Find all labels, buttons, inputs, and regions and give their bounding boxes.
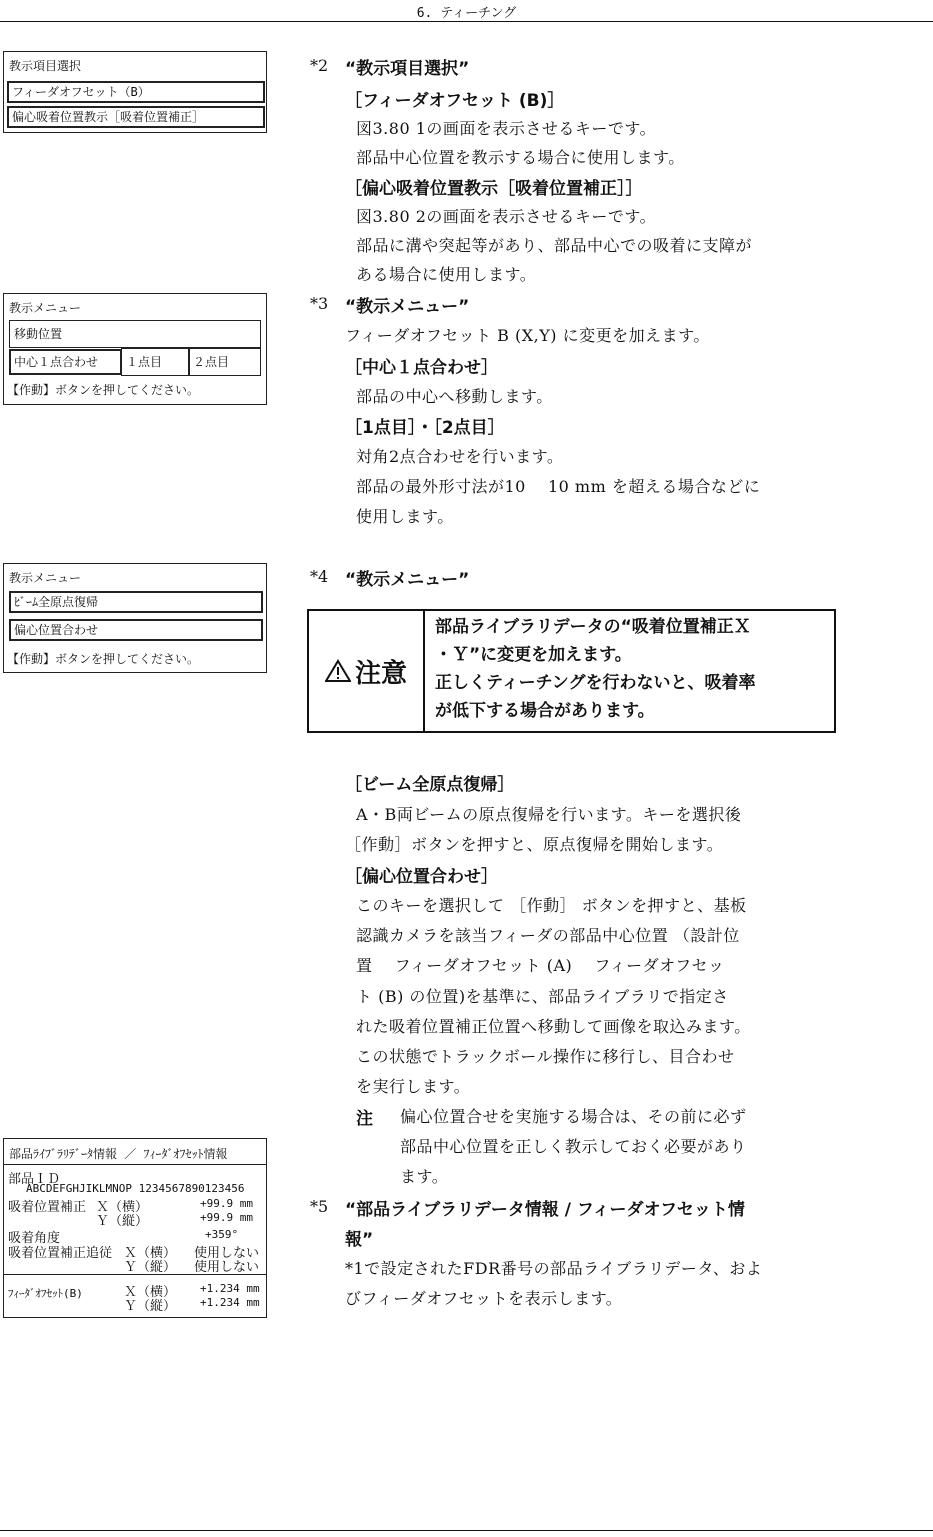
paragraph-line: 対角2点合わせを行います。 — [356, 447, 564, 466]
paragraph-line: を実行します。 — [356, 1077, 471, 1096]
beam-origin-heading: ［ビーム全原点復帰］ — [345, 775, 515, 795]
section-4-heading: “教示メニュー” — [345, 570, 470, 590]
panel-title: 教示メニュー — [9, 301, 82, 315]
caution-box — [307, 609, 836, 733]
pick-y-value: +99.9 mm — [200, 1211, 253, 1224]
offset-divider — [4, 1274, 266, 1275]
header-divider — [0, 21, 933, 22]
caution-line: 正しくティーチングを行わないと、吸着率 — [435, 673, 756, 693]
point-1-2-heading: ［1点目］・［2点目］ — [345, 418, 505, 438]
center-one-point-button[interactable]: 中心１点合わせ — [9, 349, 122, 375]
caution-text — [435, 613, 755, 725]
section-2-marker: *2 — [310, 56, 329, 75]
title-divider — [4, 1164, 266, 1165]
paragraph-line: この状態でトラックボール操作に移行し、目合わせ — [356, 1047, 735, 1066]
section-5-heading: “部品ライブラリデータ情報 / フィーダオフセット情 — [345, 1200, 745, 1220]
paragraph-line: 部品の中心へ移動します。 — [356, 387, 553, 406]
paragraph-line: *1で設定されたFDR番号の部品ライブラリデータ、およ — [345, 1259, 763, 1278]
follow-y-label: Ｙ（縦） — [124, 1260, 177, 1275]
eccentric-align-button[interactable]: 偏心位置合わせ — [9, 619, 263, 641]
paragraph-line: ［作動］ボタンを押すと、原点復帰を開始します。 — [345, 835, 724, 854]
offset-y-value: +1.234 mm — [200, 1296, 260, 1309]
eccentric-pick-heading: ［偏心吸着位置教示［吸着位置補正］］ — [345, 179, 643, 199]
section-2-heading: “教示項目選択” — [345, 59, 470, 79]
feeder-offset-b-button[interactable]: フィーダオフセット（B） — [7, 81, 265, 103]
follow-y-value: 使用しない — [194, 1260, 260, 1275]
note-label: 注 — [356, 1109, 373, 1129]
paragraph-line: ト (B) の位置)を基準に、部品ライブラリで指定さ — [356, 987, 729, 1006]
section-3-marker: *3 — [310, 294, 329, 313]
page-header-title: 6. ティーチング — [416, 6, 517, 21]
beam-all-origin-return-button[interactable]: ﾋﾞｰﾑ全原点復帰 — [9, 591, 263, 613]
note-line: ます。 — [400, 1167, 449, 1186]
panel-title: 部品ﾗｲﾌﾞﾗﾘﾃﾞｰﾀ情報 ／ ﾌｨｰﾀﾞｵﾌｾｯﾄ情報 — [9, 1147, 228, 1161]
paragraph-line: 部品中心位置を教示する場合に使用します。 — [356, 148, 685, 167]
second-point-button[interactable]: ２点目 — [188, 348, 261, 376]
panel-title: 教示項目選択 — [9, 59, 82, 73]
paragraph-line: 部品の最外形寸法が10 10 mm を超える場合などに — [356, 477, 761, 496]
pick-x-label: Ｘ（横） — [96, 1200, 149, 1215]
note-line: 部品中心位置を正しく教示しておく必要があり — [400, 1137, 747, 1156]
offset-y-label: Ｙ（縦） — [124, 1299, 177, 1314]
eccentric-pick-teach-button[interactable]: 偏心吸着位置教示［吸着位置補正］ — [7, 106, 265, 128]
pick-angle-label: 吸着角度 — [8, 1231, 61, 1246]
section-3-heading: “教示メニュー” — [345, 297, 470, 317]
feeder-offset-b-heading: ［フィーダオフセット (B)］ — [345, 91, 565, 111]
paragraph-line: びフィーダオフセットを表示します。 — [345, 1289, 623, 1308]
offset-x-label: Ｘ（横） — [124, 1285, 177, 1300]
panel-part-library-info — [3, 1138, 267, 1318]
feeder-offset-b-label: ﾌｨｰﾀﾞｵﾌｾｯﾄ(B) — [8, 1287, 83, 1300]
paragraph-line: れた吸着位置補正位置へ移動して画像を取込みます。 — [356, 1017, 751, 1036]
section-5-marker: *5 — [310, 1197, 329, 1216]
caution-line: が低下する場合があります。 — [435, 701, 655, 721]
center-one-point-heading: ［中心１点合わせ］ — [345, 358, 498, 378]
section-4-marker: *4 — [310, 567, 329, 586]
move-position-label: 移動位置 — [9, 320, 261, 348]
caution-label: 注意 — [354, 658, 407, 689]
panel-title: 教示メニュー — [9, 571, 82, 585]
paragraph-line: ある場合に使用します。 — [356, 265, 537, 284]
pick-angle-value: +359° — [205, 1228, 239, 1241]
pick-y-label: Ｙ（縦） — [96, 1214, 149, 1229]
follow-x-label: Ｘ（横） — [124, 1246, 177, 1261]
page-header — [0, 0, 933, 22]
panel-teach-menu-beam — [3, 563, 267, 673]
paragraph-line: フィーダオフセット B (X,Y) に変更を加えます。 — [345, 326, 710, 345]
part-id-value: ABCDEFGHJIKLMNOP 1234567890123456 — [26, 1182, 245, 1195]
paragraph-line: 置 フィーダオフセット (A) フィーダオフセッ — [356, 956, 725, 975]
pick-x-value: +99.9 mm — [200, 1197, 253, 1210]
first-point-button[interactable]: １点目 — [121, 348, 190, 376]
paragraph-line: 認識カメラを該当フィーダの部品中心位置 （設計位 — [356, 926, 740, 945]
offset-x-value: +1.234 mm — [200, 1282, 260, 1295]
caution-label-cell — [309, 611, 425, 731]
section-5-heading-cont: 報” — [345, 1230, 374, 1250]
caution-line: 部品ライブラリデータの“吸着位置補正Ｘ — [435, 617, 751, 637]
part-id-label: 部品ＩＤ — [8, 1172, 61, 1187]
paragraph-line: 使用します。 — [356, 507, 454, 526]
footer-divider — [0, 1530, 933, 1531]
caution-line: ・Ｙ”に変更を加えます。 — [435, 645, 632, 665]
paragraph-line: このキーを選択して ［作動］ ボタンを押すと、基板 — [356, 896, 747, 915]
eccentric-align-heading: ［偏心位置合わせ］ — [345, 867, 498, 887]
panel-instruction: 【作動】ボタンを押してください。 — [7, 652, 200, 666]
pick-follow-label: 吸着位置補正追従 — [8, 1246, 113, 1261]
panel-teach-menu-move — [3, 293, 267, 405]
paragraph-line: 図3.80 1の画面を表示させるキーです。 — [356, 119, 657, 138]
paragraph-line: 図3.80 2の画面を表示させるキーです。 — [356, 207, 657, 226]
paragraph-line: 部品に溝や突起等があり、部品中心での吸着に支障が — [356, 236, 753, 255]
panel-instruction: 【作動】ボタンを押してください。 — [7, 383, 200, 397]
warning-triangle-icon — [325, 659, 351, 683]
note-line: 偏心位置合せを実施する場合は、その前に必ず — [400, 1107, 747, 1126]
pick-correction-label: 吸着位置補正 — [8, 1200, 87, 1215]
follow-x-value: 使用しない — [194, 1246, 260, 1261]
paragraph-line: A・B両ビームの原点復帰を行います。キーを選択後 — [356, 805, 742, 824]
panel-teach-item-select — [3, 51, 267, 133]
